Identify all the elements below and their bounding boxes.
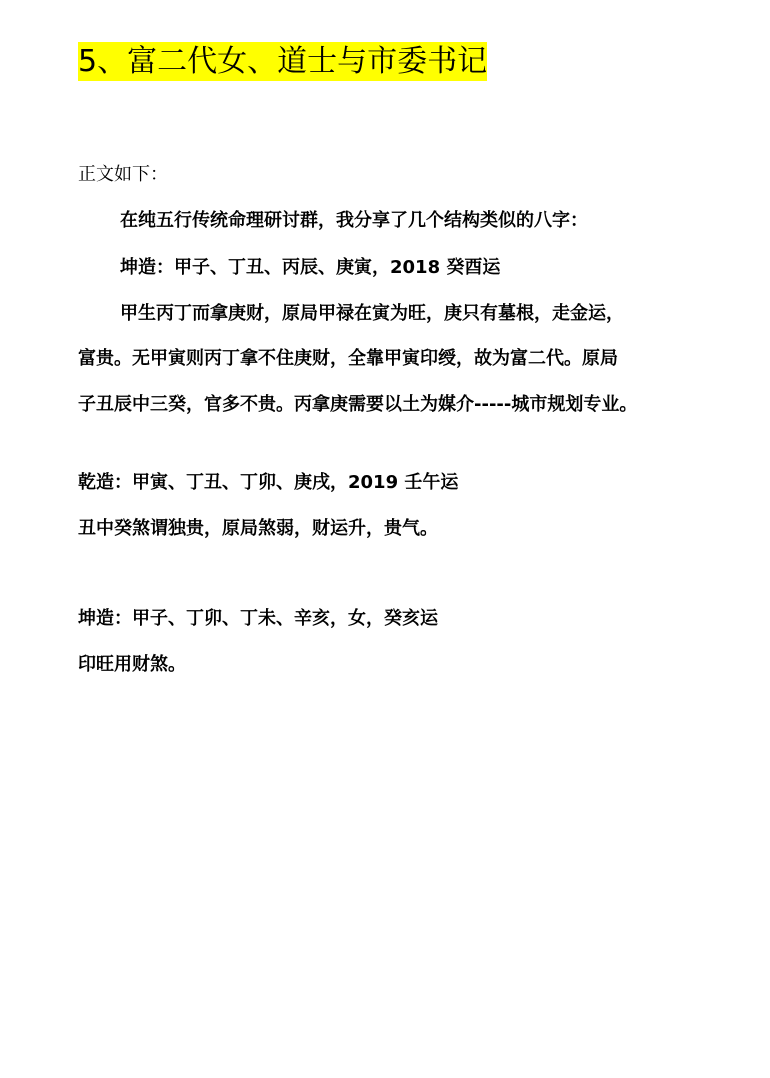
title-highlight: 5、富二代女、道士与市委书记 [78, 44, 488, 79]
document-title [78, 42, 487, 82]
paragraph-intro-sharing: 在纯五行传统命理研讨群，我分享了几个结构类似的八字： [120, 210, 588, 231]
case1-line-1: 甲生丙丁而拿庚财，原局甲禄在寅为旺，庚只有墓根，走金运， [120, 303, 624, 324]
case3-header: 坤造：甲子、丁卯、丁未、辛亥，女，癸亥运 [78, 608, 438, 629]
case3-line-1: 印旺用财煞。 [78, 654, 186, 675]
case2-header: 乾造：甲寅、丁丑、丁卯、庚戌，2019 壬午运 [78, 472, 459, 493]
intro-text: 正文如下： [78, 164, 168, 185]
case1-line-3: 子丑辰中三癸，官多不贵。丙拿庚需要以土为媒介-----城市规划专业。 [78, 394, 638, 415]
case1-line-2: 富贵。无甲寅则丙丁拿不住庚财，全靠甲寅印绶，故为富二代。原局 [78, 348, 618, 369]
case1-header: 坤造：甲子、丁丑、丙辰、庚寅，2018 癸酉运 [120, 257, 501, 278]
case2-line-1: 丑中癸煞谓独贵，原局煞弱，财运升，贵气。 [78, 518, 438, 539]
